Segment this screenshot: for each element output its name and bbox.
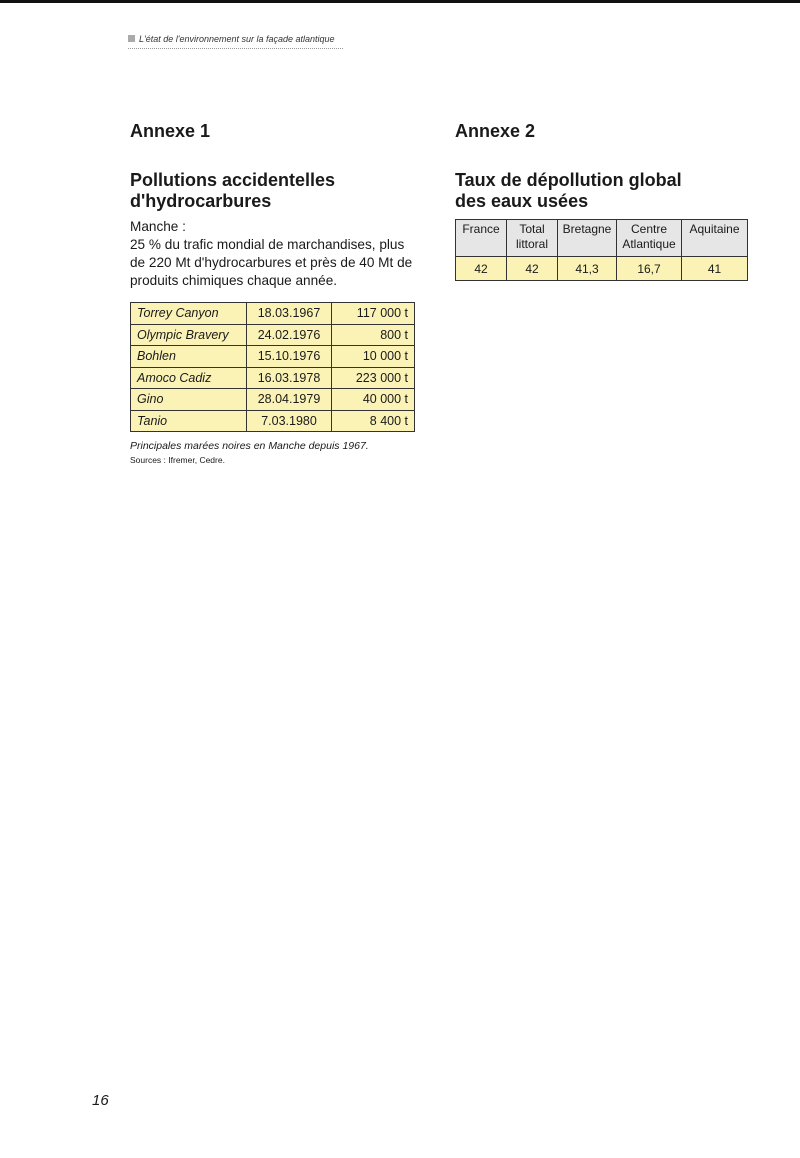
header-line2: Atlantique	[622, 237, 676, 251]
header-line1: Centre	[630, 222, 668, 236]
spill-name: Bohlen	[131, 346, 247, 368]
spill-amount: 800 t	[332, 324, 415, 346]
annexe-2-title-line2: des eaux usées	[455, 191, 589, 211]
square-bullet-icon	[128, 35, 135, 42]
intro-line1: Manche :	[130, 219, 186, 234]
value-cell: 41,3	[558, 257, 617, 281]
annexe-1-title-line1: Pollutions accidentelles	[130, 170, 336, 190]
annexe-2-title-line1: Taux de dépollution global	[455, 170, 682, 190]
table-caption: Principales marées noires en Manche depuis 1967.	[130, 440, 369, 452]
spill-amount: 40 000 t	[332, 389, 415, 411]
column-header-total-littoral	[507, 220, 558, 257]
table-row	[456, 257, 748, 281]
spill-amount: 117 000 t	[332, 303, 415, 325]
spill-date: 15.10.1976	[247, 346, 332, 368]
column-header-france	[456, 220, 507, 257]
header-line2: littoral	[515, 237, 548, 251]
spill-name: Gino	[131, 389, 247, 411]
column-header-centre-atlantique	[617, 220, 682, 257]
value-cell: 42	[456, 257, 507, 281]
header-line1: Aquitaine	[689, 222, 740, 236]
annexe-1-title	[130, 170, 335, 212]
table-row	[131, 389, 415, 411]
spill-name: Amoco Cadiz	[131, 367, 247, 389]
oil-spill-table	[130, 302, 415, 432]
annexe-1-label: Annexe 1	[130, 121, 211, 141]
spill-name: Tanio	[131, 410, 247, 432]
annexe-2-label: Annexe 2	[455, 121, 536, 141]
header-line1: Bretagne	[562, 222, 612, 236]
table-row	[131, 346, 415, 368]
spill-date: 16.03.1978	[247, 367, 332, 389]
annexe-2-title	[455, 170, 682, 212]
spill-name: Olympic Bravery	[131, 324, 247, 346]
spill-date: 28.04.1979	[247, 389, 332, 411]
table-row	[131, 367, 415, 389]
spill-amount: 223 000 t	[332, 367, 415, 389]
spill-date: 24.02.1976	[247, 324, 332, 346]
header-line1: Total	[519, 222, 545, 236]
table-sources: Sources : Ifremer, Cedre.	[130, 455, 225, 465]
spill-amount: 10 000 t	[332, 346, 415, 368]
annexe-1-title-line2: d'hydrocarbures	[130, 191, 272, 211]
spill-amount: 8 400 t	[332, 410, 415, 432]
table-header-row	[456, 220, 748, 257]
table-row	[131, 410, 415, 432]
running-title: L'état de l'environnement sur la façade atlantique	[139, 34, 335, 44]
table-row	[131, 324, 415, 346]
page-number: 16	[92, 1092, 109, 1109]
value-cell: 16,7	[617, 257, 682, 281]
value-cell: 42	[507, 257, 558, 281]
spill-date: 18.03.1967	[247, 303, 332, 325]
intro-line2: 25 % du trafic mondial de marchandises, plus de 220 Mt d'hydrocarbures et près de 40 Mt de produits chimiques chaque année.	[130, 237, 413, 288]
running-header	[128, 34, 343, 49]
value-cell: 41	[682, 257, 748, 281]
depollution-table	[455, 219, 748, 281]
spill-name: Torrey Canyon	[131, 303, 247, 325]
column-header-bretagne	[558, 220, 617, 257]
annexe-1-intro	[130, 218, 422, 290]
spill-date: 7.03.1980	[247, 410, 332, 432]
top-rule	[0, 0, 800, 3]
column-header-aquitaine	[682, 220, 748, 257]
header-line1: France	[462, 222, 500, 236]
table-row	[131, 303, 415, 325]
